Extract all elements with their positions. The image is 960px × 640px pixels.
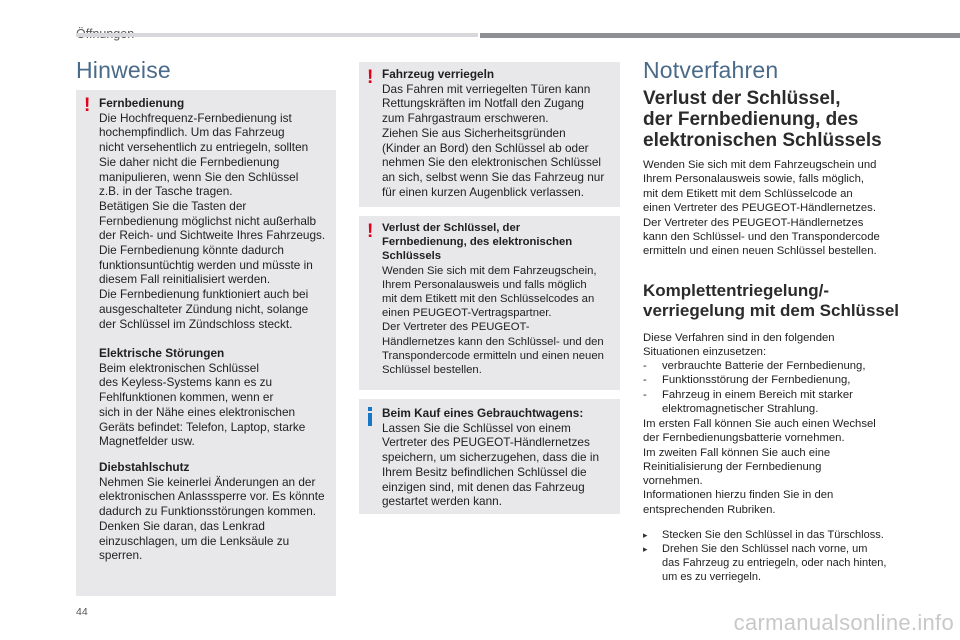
note-heading: Fernbedienung <box>99 96 185 110</box>
step-arrow-icon: ▸ <box>643 544 648 554</box>
note-heading: Elektrische Störungen <box>99 346 225 360</box>
info-box-used-car <box>359 399 620 514</box>
list-item: verbrauchte Batterie der Fernbedienung, <box>662 360 866 372</box>
note-electrical-interference <box>99 346 333 449</box>
step-item: Stecken Sie den Schlüssel in das Türschloss. <box>662 529 884 541</box>
watermark: carmanualsonline.info <box>733 610 954 635</box>
list-item: Fahrzeug in einem Bereich mit starker elektromagnetischer Strahlung. <box>662 389 853 415</box>
section-heading-lost-keys: Verlust der Schlüssel, der Fernbedienung, des elektronischen Schlüssels <box>643 88 882 151</box>
note-body: Wenden Sie sich mit dem Fahrzeugschein, Ihrem Personalausweis und falls möglich mit dem Etikett mit den Schlüsselcodes an einen PEUGEOT-Vertragspartner. Der Vertreter des PEUGEOT- Händlernetzes kann den Schlüssel- und den Transpondercode ermitteln und einen neuen Schlüssel bestellen. <box>382 264 604 377</box>
warning-box-notes <box>76 90 336 596</box>
step-item: Drehen Sie den Schlüssel nach vorne, um das Fahrzeug zu entriegeln, oder nach hinten, um es zu verriegeln. <box>662 543 887 583</box>
section-body-lost-keys: Wenden Sie sich mit dem Fahrzeugschein und Ihrem Personalausweis sowie, falls möglich, mit dem Etikett mit dem Schlüsselcode an einen Vertreter des PEUGEOT-Händlernetzes. Der Vertreter des PEUGEOT-Händlernetzes kann den Schlüssel- und den Transpondercode ermitteln und einen neuen Schlüssel bestellen. <box>643 159 880 258</box>
list-dash: - <box>643 360 647 372</box>
note-heading: Beim Kauf eines Gebrauchtwagens: <box>382 406 584 420</box>
note-remote-control <box>99 96 333 331</box>
list-dash: - <box>643 374 647 386</box>
list-item: Funktionsstörung der Fernbedienung, <box>662 374 851 386</box>
note-used-car <box>382 406 618 509</box>
section-heading-manual-locking: Komplettentriegelung/- verriegelung mit dem Schlüssel <box>643 281 900 320</box>
left-column-title: Hinweise <box>76 57 171 83</box>
step-arrow-icon: ▸ <box>643 530 648 540</box>
note-heading: Fahrzeug verriegeln <box>382 67 495 81</box>
note-lost-keys <box>382 221 618 377</box>
info-icon <box>368 407 372 426</box>
note-heading: Diebstahlschutz <box>99 460 190 474</box>
list-dash: - <box>643 389 647 401</box>
note-anti-theft <box>99 460 333 563</box>
note-body: Das Fahren mit verriegelten Türen kann Rettungskräften im Notfall den Zugang zum Fahrgastraum erschweren. Ziehen Sie aus Sicherheitsgründen (Kinder an Bord) den Schlüssel ab oder nehmen Sie den elektronischen Schlüssel an sich, selbst wenn Sie das Fahrzeug nur für einen kurzen Augenblick verlassen. <box>382 81 605 199</box>
warning-box-lost-keys <box>359 216 620 390</box>
section-after-list: Im ersten Fall können Sie auch einen Wechsel der Fernbedienungsbatterie vornehmen. Im zweiten Fall können Sie auch eine Reinitialisierung der Fernbedienung vornehmen. Informationen hierzu finden Sie in den entsprechenden Rubriken. <box>643 418 876 516</box>
note-heading: Verlust der Schlüssel, der Fernbedienung, des elektronischen Schlüssels <box>382 222 573 263</box>
right-column-title: Notverfahren <box>643 57 779 83</box>
warning-exclamation-icon: ! <box>84 95 91 116</box>
header-divider-light <box>76 33 478 37</box>
note-body: Lassen Sie die Schlüssel von einem Vertreter des PEUGEOT-Händlernetzes speichern, um sicherzugehen, dass die in Ihrem Besitz befindlichen Schlüssel die einzigen sind, mit denen das Fahrzeug gestartet werden kann. <box>382 420 600 509</box>
header-divider-dark <box>480 33 960 38</box>
warning-box-locking <box>359 62 620 207</box>
note-body: Beim elektronischen Schlüssel des Keyless-Systems kann es zu Fehlfunktionen kommen, wenn er sich in der Nähe eines elektronischen Geräts befindet: Telefon, Laptop, starke Magnetfelder usw. <box>99 360 306 449</box>
note-vehicle-locking <box>382 67 618 199</box>
page-number: 44 <box>76 606 88 618</box>
section-intro-manual-locking: Diese Verfahren sind in den folgenden Situationen einzusetzen: <box>643 332 835 359</box>
warning-exclamation-icon: ! <box>367 221 374 242</box>
note-body: Nehmen Sie keinerlei Änderungen an der elektronischen Anlasssperre vor. Es könnte dadurch zu Funktionsstörungen kommen. Denken Sie daran, das Lenkrad einzuschlagen, um die Lenksäule zu sperren. <box>99 474 325 563</box>
note-body: Die Hochfrequenz-Fernbedienung ist hochempfindlich. Um das Fahrzeug nicht versehentlich zu entriegeln, sollten Sie daher nicht die Fernbedienung manipulieren, wenn Sie den Schlüssel z.B. in der Tasche tragen. Betätigen Sie die Tasten der Fernbedienung möglichst nicht außerhalb der Reich- und Sichtweite Ihres Fahrzeugs. Die Fernbedienung könnte dadurch funktionsuntüchtig werden und müsste in diesem Fall reinitialisiert werden. Die Fernbedienung funktioniert auch bei ausgeschalteter Zündung nicht, solange der Schlüssel im Zündschloss steckt. <box>99 110 326 331</box>
warning-exclamation-icon: ! <box>367 67 374 88</box>
